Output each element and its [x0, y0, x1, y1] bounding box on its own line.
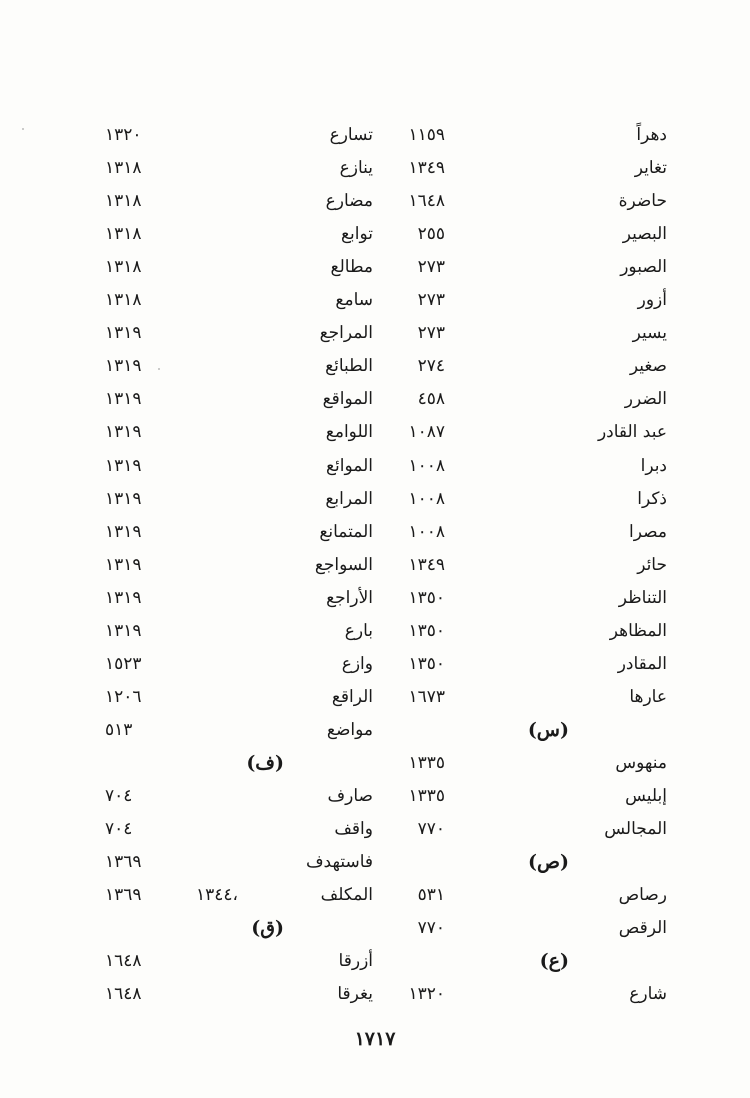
verse-number: ١٣١٨	[105, 191, 142, 212]
verse-number: ٢٧٣	[417, 257, 445, 278]
rhyme-word: إبليس	[625, 786, 667, 806]
scan-speck	[22, 128, 24, 130]
rhyme-word: تغاير	[634, 158, 667, 179]
index-row	[0, 251, 750, 284]
letter-heading: (ع)	[539, 950, 569, 973]
rhyme-word: المكلف	[320, 885, 373, 906]
verse-number: ٢٧٣	[417, 323, 445, 344]
rhyme-word: وازع	[341, 653, 373, 674]
verse-number: ١٣٣٥	[408, 786, 445, 806]
page-number: ١٧١٧	[354, 1028, 396, 1050]
rhyme-word: الراقع	[331, 686, 373, 707]
index-row	[0, 218, 750, 251]
verse-number: ١٣١٨	[105, 224, 142, 245]
index-row	[0, 416, 750, 449]
rhyme-word: أزور	[637, 290, 667, 311]
rhyme-word: أزرقا	[338, 951, 373, 972]
verse-number: ١٦٧٣	[408, 686, 445, 707]
rhyme-word: الصبور	[620, 257, 667, 278]
rhyme-word: مضارع	[325, 191, 373, 212]
rhyme-word: الطبائع	[325, 356, 373, 377]
rhyme-word: تسارع	[329, 125, 373, 145]
verse-number: ١٣٣٥	[408, 752, 445, 773]
rhyme-word: المواقع	[322, 389, 373, 410]
rhyme-word: التناظر	[618, 587, 667, 608]
verse-number: ١٠٠٨	[408, 521, 445, 542]
index-row	[0, 615, 750, 648]
index-row	[0, 483, 750, 516]
rhyme-word: الضرر	[624, 389, 667, 410]
verse-number: ١٣١٩	[105, 455, 142, 476]
rhyme-word: سامع	[335, 290, 373, 311]
rhyme-word: شارع	[629, 984, 667, 1005]
index-row	[0, 450, 750, 483]
index-row	[0, 152, 750, 185]
rhyme-word: واقف	[334, 819, 373, 840]
rhyme-word: عبد القادر	[597, 422, 667, 443]
index-row	[0, 978, 750, 1011]
rhyme-word: فاستهدف	[305, 852, 373, 873]
verse-number: ١٣٤٤،	[196, 885, 239, 906]
verse-number: ١٣١٩	[105, 488, 142, 509]
rhyme-word: المتمانع	[319, 521, 373, 542]
verse-number: ١٣٢٠	[408, 984, 445, 1005]
rhyme-word: حاضرة	[618, 191, 667, 212]
index-row	[0, 912, 750, 945]
verse-number: ١٣٢٠	[105, 125, 142, 145]
verse-number: ١٣١٩	[105, 389, 142, 410]
index-row	[0, 846, 750, 879]
verse-number: ١٣١٨	[105, 158, 142, 179]
verse-number: ٢٧٣	[417, 290, 445, 311]
rhyme-word: يغرقا	[337, 984, 373, 1005]
rhyme-word: صغير	[629, 356, 667, 377]
rhyme-word: مواضع	[326, 719, 373, 740]
rhyme-word: الأراجع	[326, 587, 373, 608]
rhyme-word: يسير	[632, 323, 667, 344]
index-row	[0, 284, 750, 317]
verse-number: ١٦٤٨	[105, 984, 142, 1005]
verse-number: ٧٠٤	[105, 819, 133, 840]
index-row	[0, 681, 750, 714]
index-row	[0, 747, 750, 780]
verse-number: ١٢٠٦	[105, 686, 142, 707]
verse-number: ١١٥٩	[408, 125, 445, 145]
verse-number: ٢٥٥	[417, 224, 445, 245]
verse-number: ٢٧٤	[417, 356, 445, 377]
rhyme-word: رصاص	[618, 885, 667, 906]
verse-number: ١٣٥٠	[408, 653, 445, 674]
rhyme-word: السواجع	[314, 554, 373, 575]
rhyme-word: المراجع	[319, 323, 373, 344]
rhyme-word: المظاهر	[609, 620, 667, 641]
verse-number: ١٣٦٩	[105, 852, 142, 873]
rhyme-word: المرابع	[325, 488, 373, 509]
verse-number: ٧٧٠	[417, 819, 445, 840]
index-row	[0, 516, 750, 549]
rhyme-word: الموائع	[325, 455, 373, 476]
verse-number: ٧٧٠	[417, 918, 445, 939]
rhyme-word: ذكرا	[637, 488, 667, 509]
rhyme-word: صارف	[327, 786, 373, 806]
index-row	[0, 945, 750, 978]
verse-number: ١٠٠٨	[408, 455, 445, 476]
index-row	[0, 780, 750, 813]
rhyme-word: مطالع	[330, 257, 373, 278]
verse-number: ١٣١٩	[105, 323, 142, 344]
verse-number: ١٣٤٩	[408, 554, 445, 575]
index-row	[0, 549, 750, 582]
verse-number: ١٣٦٩	[105, 885, 142, 906]
index-row	[0, 879, 750, 912]
rhyme-word: ينازع	[339, 158, 373, 179]
rhyme-word: اللوامع	[325, 422, 373, 443]
verse-number: ١٣١٩	[105, 554, 142, 575]
letter-heading: (ق)	[251, 917, 284, 940]
rhyme-word: بارع	[344, 620, 373, 641]
rhyme-word: مصرا	[629, 521, 667, 542]
rhyme-word: دبرا	[640, 455, 667, 476]
verse-number: ١٠٠٨	[408, 488, 445, 509]
verse-number: ٤٥٨	[417, 389, 445, 410]
verse-number: ١٦٤٨	[105, 951, 142, 972]
verse-number: ٧٠٤	[105, 786, 133, 806]
verse-number: ٥١٣	[105, 719, 133, 740]
verse-number: ١٥٢٣	[105, 653, 142, 674]
rhyme-word: حائر	[637, 554, 667, 575]
verse-number: ١٣١٨	[105, 290, 142, 311]
verse-number: ١٣١٩	[105, 521, 142, 542]
verse-number: ١٣١٨	[105, 257, 142, 278]
rhyme-word: المجالس	[604, 819, 667, 840]
verse-number: ٥٣١	[417, 885, 445, 906]
rhyme-word: عارها	[629, 686, 667, 707]
letter-heading: (ص)	[528, 851, 569, 874]
index-row	[0, 813, 750, 846]
verse-number: ١٣٥٠	[408, 620, 445, 641]
scan-speck	[158, 368, 160, 370]
verse-number: ١٠٨٧	[408, 422, 445, 443]
verse-number: ١٣٤٩	[408, 158, 445, 179]
index-row	[0, 648, 750, 681]
rhyme-word: المقادر	[617, 653, 667, 674]
verse-number: ١٦٤٨	[408, 191, 445, 212]
verse-number: ١٣٥٠	[408, 587, 445, 608]
index-row	[0, 185, 750, 218]
rhyme-word: البصير	[622, 224, 667, 245]
index-row	[0, 350, 750, 383]
verse-number: ١٣١٩	[105, 422, 142, 443]
index-row	[0, 119, 750, 152]
rhyme-word: الرقص	[618, 918, 667, 939]
letter-heading: (ف)	[246, 751, 284, 774]
index-row	[0, 582, 750, 615]
index-row	[0, 383, 750, 416]
verse-number: ١٣١٩	[105, 620, 142, 641]
index-row	[0, 317, 750, 350]
rhyme-word: توابع	[340, 224, 373, 245]
index-row	[0, 714, 750, 747]
letter-heading: (س)	[527, 718, 569, 741]
verse-number: ١٣١٩	[105, 587, 142, 608]
verse-number: ١٣١٩	[105, 356, 142, 377]
rhyme-word: منهوس	[615, 752, 667, 773]
rhyme-word: دهراً	[636, 125, 667, 145]
